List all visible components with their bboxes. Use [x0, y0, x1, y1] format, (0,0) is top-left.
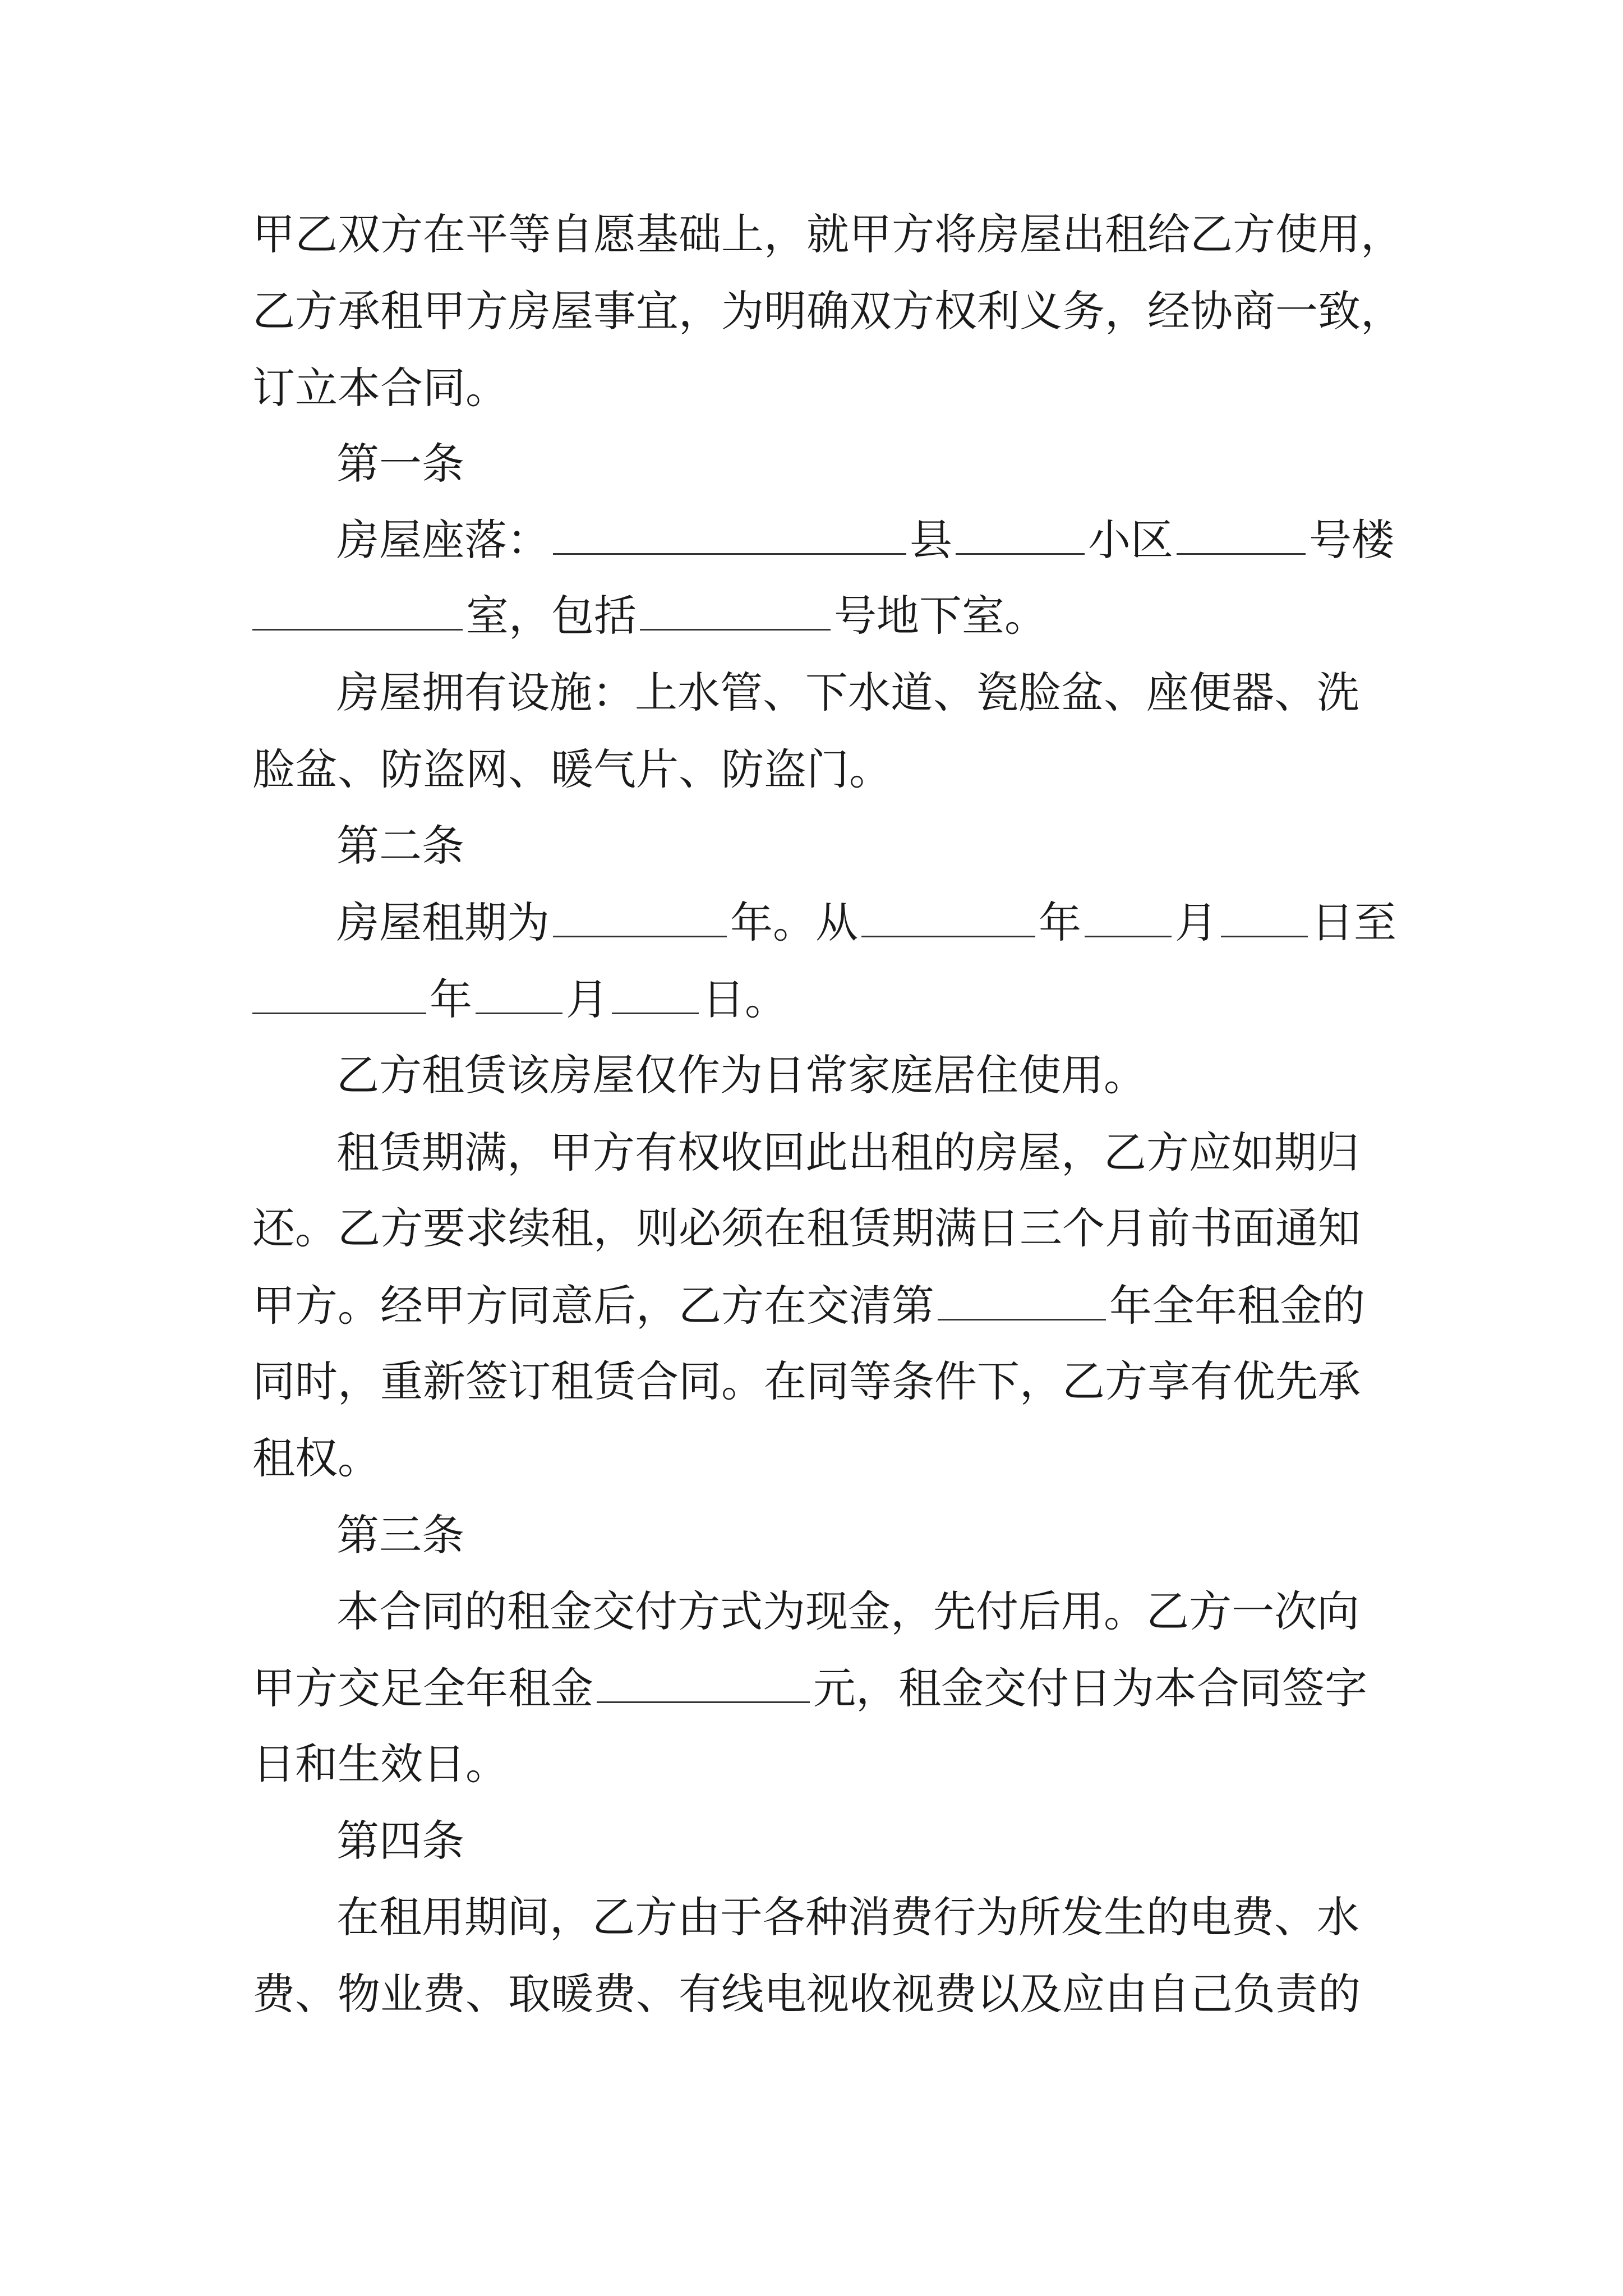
payment-line-3: 日和生效日。	[252, 1739, 508, 1789]
basement-blank[interactable]	[640, 593, 831, 631]
payment-line-2: 甲方交足全年租金 元，租金交付日为本合同签字	[252, 1663, 1367, 1713]
room-blank[interactable]	[252, 593, 463, 631]
county-blank[interactable]	[553, 517, 906, 555]
annual-rent-blank[interactable]	[597, 1665, 810, 1703]
usage-line: 乙方租赁该房屋仅作为日常家庭居住使用。	[336, 1050, 1146, 1100]
building-blank[interactable]	[1177, 517, 1306, 555]
renewal-line-5: 租权。	[252, 1433, 380, 1483]
end-day-blank[interactable]	[612, 977, 699, 1014]
start-month-blank[interactable]	[1085, 900, 1172, 937]
renewal-year-blank[interactable]	[938, 1283, 1106, 1320]
article-2-heading: 第二条	[336, 821, 464, 871]
end-month-blank[interactable]	[476, 977, 562, 1014]
article-1-heading: 第一条	[336, 439, 464, 489]
fees-line-1: 在租用期间，乙方由于各种消费行为所发生的电费、水	[336, 1892, 1359, 1942]
start-day-blank[interactable]	[1221, 900, 1308, 937]
renewal-line-3: 甲方。经甲方同意后，乙方在交清第 年全年租金的	[252, 1281, 1365, 1331]
article-3-heading: 第三条	[336, 1510, 464, 1560]
facilities-line-2: 脸盆、防盗网、暖气片、防盗门。	[252, 744, 892, 794]
community-blank[interactable]	[956, 517, 1085, 555]
start-year-blank[interactable]	[861, 900, 1035, 937]
term-line-2: 年 月 日。	[252, 969, 787, 1030]
location-line-1: 房屋座落： 县 小区 号楼	[336, 515, 1394, 565]
intro-line-1: 甲乙双方在平等自愿基础上，就甲方将房屋出租给乙方使用，	[252, 209, 1403, 259]
fees-line-2: 费、物业费、取暖费、有线电视收视费以及应由自己负责的	[252, 1969, 1361, 2019]
facilities-line-1: 房屋拥有设施：上水管、下水道、瓷脸盆、座便器、洗	[336, 668, 1359, 717]
lease-years-blank[interactable]	[553, 900, 727, 937]
intro-line-3: 订立本合同。	[252, 363, 508, 413]
article-4-heading: 第四条	[336, 1816, 464, 1866]
intro-line-2: 乙方承租甲方房屋事宜，为明确双方权利义务，经协商一致，	[252, 286, 1403, 336]
payment-line-1: 本合同的租金交付方式为现金，先付后用。乙方一次向	[336, 1586, 1359, 1636]
end-year-blank[interactable]	[252, 977, 426, 1014]
term-line-1: 房屋租期为 年。从 年 月 日至	[336, 898, 1396, 947]
renewal-line-4: 同时，重新签订租赁合同。在同等条件下，乙方享有优先承	[252, 1356, 1361, 1406]
location-line-2: 室，包括 号地下室。	[252, 585, 1047, 647]
renewal-line-1: 租赁期满，甲方有权收回此出租的房屋，乙方应如期归	[336, 1128, 1359, 1177]
renewal-line-2: 还。乙方要求续租，则必须在租赁期满日三个月前书面通知	[252, 1203, 1361, 1253]
